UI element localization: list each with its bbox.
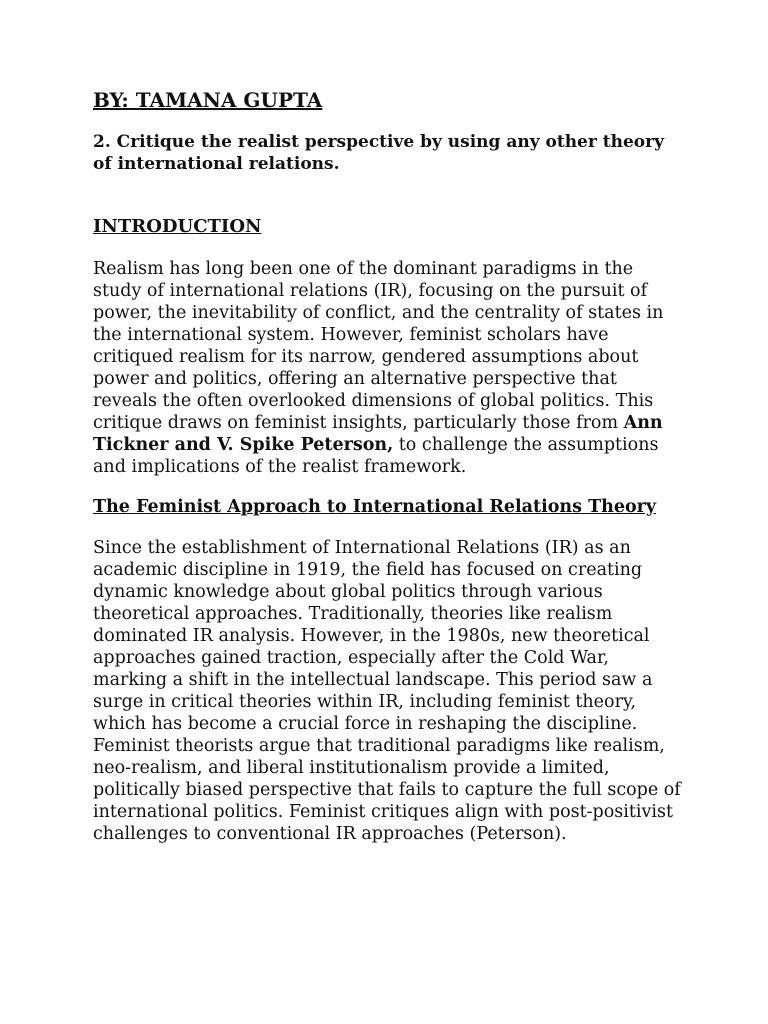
intro-cited-authors: Ann Tickner and V. Spike Peterson, xyxy=(93,413,663,455)
introduction-heading: INTRODUCTION xyxy=(93,216,262,237)
feminist-approach-heading: The Feminist Approach to International Relations Theory xyxy=(93,497,657,517)
introduction-paragraph xyxy=(93,258,683,478)
author-line: BY: TAMANA GUPTA xyxy=(93,88,323,112)
question-text: 2. Critique the realist perspective by using any other theory of international relations. xyxy=(93,132,664,174)
intro-text-start: Realism has long been one of the dominant paradigms in the study of international relations (IR), focusing on the pursuit of power, the inevitability of conflict, and the centrality of states in the international system. However, feminist scholars have critiqued realism for its narrow, gendered assumptions about power and politics, offering an alternative perspective that reveals the often overlooked dimensions of global politics. This critique draws on feminist insights, particularly those from xyxy=(93,259,664,433)
feminist-approach-paragraph: Since the establishment of International Relations (IR) as an academic discipline in 1919, the field has focused on creating dynamic knowledge about global politics through various theoretical approaches. Traditionally, theories like realism dominated IR analysis. However, in the 1980s, new theoretical approaches gained traction, especially after the Cold War, marking a shift in the intellectual landscape. This period saw a surge in critical theories within IR, including feminist theory, which has become a crucial force in reshaping the discipline. Feminist theorists argue that traditional paradigms like realism, neo-realism, and liberal institutionalism provide a limited, politically biased perspective that fails to capture the full scope of international politics. Feminist critiques align with post-positivist challenges to conventional IR approaches (Peterson). xyxy=(93,538,681,844)
intro-text-end: to challenge the assumptions and implications of the realist framework. xyxy=(93,435,659,477)
document-page xyxy=(93,86,683,863)
